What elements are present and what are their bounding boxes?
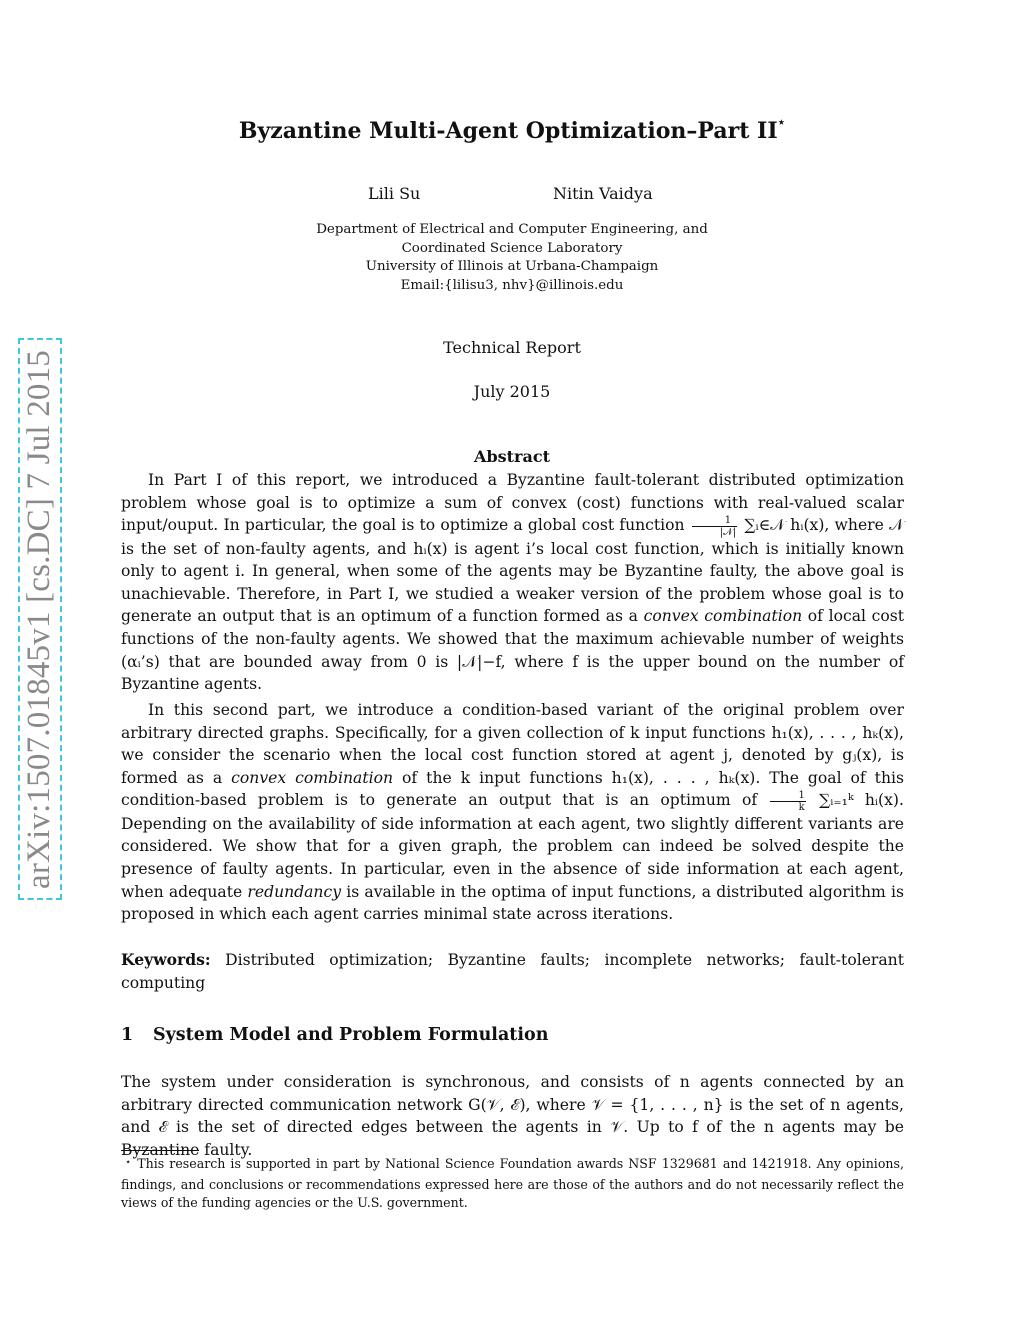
text-run: of the k input functions h₁(x), . . . , hₖ(x). The goal of this condition-based problem is to generate an output that is an optimum of	[121, 768, 904, 810]
footnote	[121, 1155, 904, 1213]
fraction-denominator: k	[798, 801, 805, 813]
author-name: Nitin Vaidya	[553, 184, 653, 203]
fraction-numerator: 1	[692, 515, 737, 527]
footnote-rule	[121, 1150, 199, 1151]
abstract-paragraph-2	[121, 699, 904, 926]
author-email: Email:{lilisu3, nhv}@illinois.edu	[400, 277, 624, 293]
author-name: Lili Su	[368, 184, 421, 203]
text-run: In Part I of this report, we introduced a Byzantine fault-tolerant distributed optimization problem whose goal is to optimize a sum of convex (cost) functions with real-valued scalar input/ouput. In particular, the goal is to optimize a global cost function	[121, 471, 904, 535]
text-run: In this second part, we introduce a condition-based variant of the original problem over arbitrary directed graphs. Specifically, for a given collection of k input functions h₁(x), . . . , hₖ(x), we consider the scenario when the local cost function stored at agent j, denoted by gⱼ(x), is formed as a	[121, 701, 904, 787]
abstract-paragraph-1	[121, 469, 904, 696]
affiliation-line: Department of Electrical and Computer Engineering, and	[316, 222, 708, 237]
affiliation-line: University of Illinois at Urbana-Champaign	[365, 259, 659, 274]
title-text: Byzantine Multi-Agent Optimization–Part II	[238, 118, 778, 144]
abstract-heading: Abstract	[474, 447, 550, 466]
report-type: Technical Report	[443, 338, 581, 357]
footnote-mark: ⋆	[125, 1157, 132, 1168]
arxiv-id: arXiv:1507.01845v1 [cs.DC] 7 Jul 2015	[21, 349, 58, 889]
text-run: of local cost functions of the non-faulty agents. We showed that the maximum achievable number of weights (αᵢ’s) that are bounded away from 0 is |𝒩|−f, where f is the upper bound on the number of Byzantine agents.	[121, 607, 904, 694]
text-run: ∑ᵢ₌₁ᵏ hᵢ(x). Depending on the availability of side information at each agent, two slightly different variants are considered. We show that for a given graph, the problem can indeed be solved despite the presence of faulty agents. In particular, even in the absence of side information at each agent, when adequate	[121, 791, 904, 901]
fraction	[692, 515, 737, 538]
footnote-text: This research is supported in part by National Science Foundation awards NSF 1329681 and 1421918. Any opinions, findings, and conclusions or recommendations expressed here are those of the authors and do not necessarily reflect the views of the funding agencies or the U.S. government.	[121, 1156, 904, 1210]
emphasis: convex combination	[231, 768, 394, 787]
text-run: ∑ᵢ∈𝒩 hᵢ(x), where 𝒩 is the set of non-faulty agents, and hᵢ(x) is agent i’s local cost function, which is initially known only to agent i. In general, when some of the agents may be Byzantine faulty, the above goal is unachievable. Therefore, in Part I, we studied a weaker version of the problem whose goal is to generate an output that is an optimum of a function formed as a	[121, 516, 904, 626]
affiliation-line: Coordinated Science Laboratory	[401, 240, 623, 256]
section-paragraph: The system under consideration is synchronous, and consists of n agents connected by an arbitrary directed communication network G(𝒱, ℰ), where 𝒱 = {1, . . . , n} is the set of n agents, and ℰ is the set of directed edges between the agents in 𝒱. Up to f of the n agents may be Byzantine faulty.	[121, 1073, 904, 1159]
fraction-denominator: |𝒩|	[719, 526, 737, 538]
section-number: 1	[121, 1025, 134, 1045]
section-heading	[121, 1025, 548, 1045]
emphasis: redundancy	[247, 882, 342, 901]
emphasis: convex combination	[643, 607, 803, 626]
report-date: July 2015	[473, 382, 551, 401]
paper-title	[0, 114, 1024, 144]
fraction	[770, 790, 805, 813]
keywords-text: Distributed optimization; Byzantine faults; incomplete networks; fault-tolerant computing	[121, 951, 904, 992]
title-footnote-mark: ⋆	[777, 114, 786, 129]
affiliation-block	[0, 221, 1024, 295]
section-title: System Model and Problem Formulation	[153, 1025, 549, 1045]
fraction-numerator: 1	[770, 790, 805, 802]
text-run: is available in the optima of input functions, a distributed algorithm is proposed in which each agent carries minimal state across iterations.	[121, 882, 904, 924]
keywords-label: Keywords:	[121, 950, 211, 969]
keywords	[121, 949, 904, 994]
arxiv-stamp[interactable]	[18, 338, 62, 900]
